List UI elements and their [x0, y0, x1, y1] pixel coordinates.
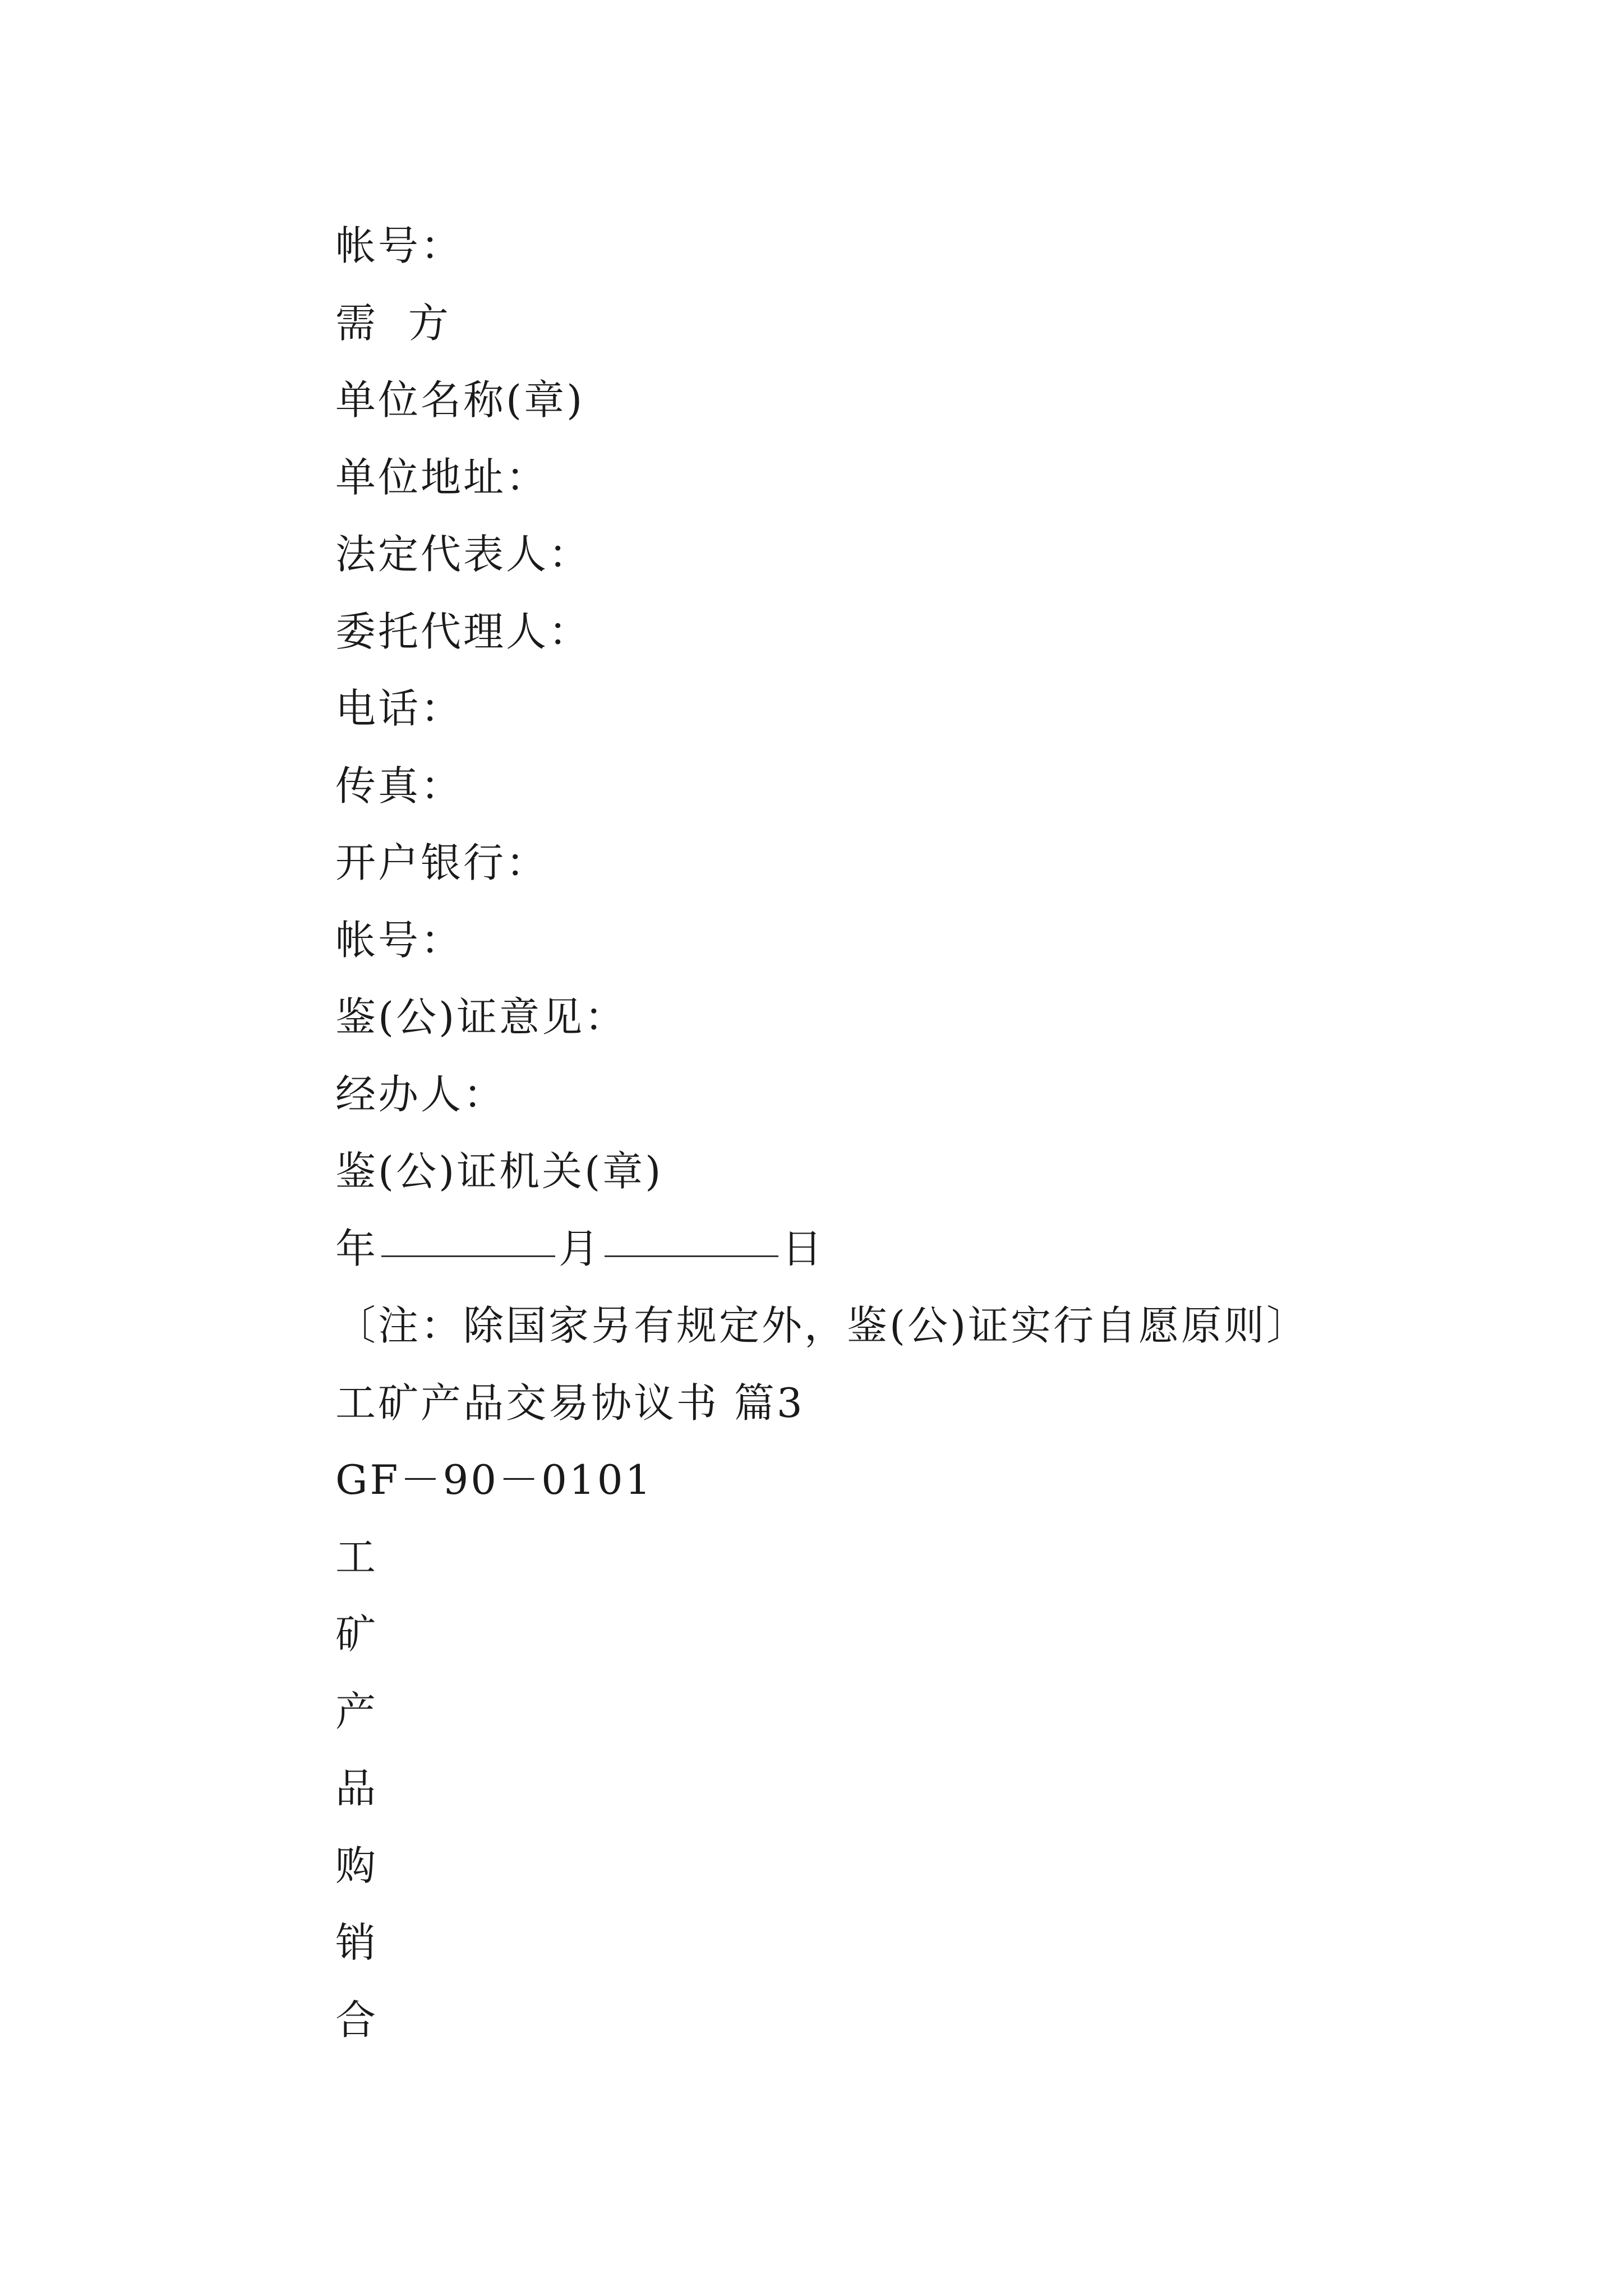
text-line: 单位地址： [335, 453, 549, 501]
year-label: 年 [335, 1225, 379, 1272]
vertical-title-char: 产 [335, 1687, 379, 1735]
section-heading: 工矿产品交易协议书 篇3 [335, 1379, 805, 1427]
text-line: 传真： [335, 762, 464, 809]
text-line: 经办人： [335, 1070, 506, 1118]
text-line: 需 方 [335, 299, 451, 347]
text-line: 单位名称(章) [335, 376, 585, 424]
text-line: 法定代表人： [335, 531, 592, 578]
vertical-title-char: 品 [335, 1765, 379, 1812]
date-line [335, 1211, 1513, 1288]
month-blank [605, 1255, 778, 1257]
text-line: 帐号： [335, 222, 464, 269]
text-line: 鉴(公)证意见： [335, 993, 628, 1041]
vertical-title-char: 购 [335, 1842, 379, 1889]
text-line: 帐号： [335, 916, 464, 964]
text-line: 委托代理人： [335, 608, 592, 655]
vertical-title-char: 工 [335, 1533, 379, 1581]
vertical-title-char: 矿 [335, 1611, 379, 1658]
text-line: 电话： [335, 685, 464, 732]
note-line: 〔注：除国家另有规定外，鉴(公)证实行自愿原则〕 [335, 1302, 1310, 1349]
text-line: 开户银行： [335, 839, 549, 886]
day-label: 日 [782, 1225, 825, 1272]
text-line: 鉴(公)证机关(章) [335, 1148, 663, 1195]
document-body [335, 208, 1513, 2059]
year-blank [381, 1255, 555, 1257]
month-label: 月 [559, 1225, 602, 1272]
vertical-title-char: 合 [335, 1996, 379, 2044]
form-code: GF－90－0101 [335, 1456, 653, 1503]
vertical-title-char: 销 [335, 1919, 379, 1966]
